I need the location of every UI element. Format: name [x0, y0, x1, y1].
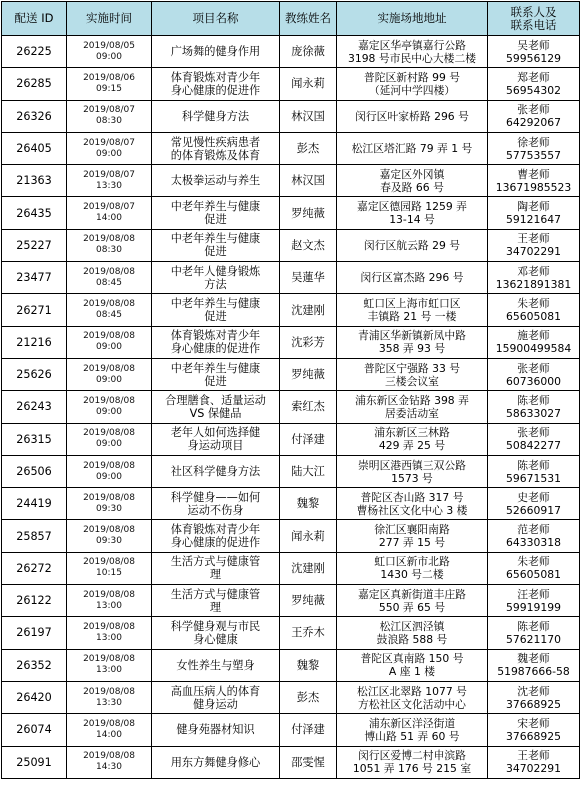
table-row: [2, 455, 580, 487]
cell-address: 闵行区航云路 29 号: [337, 229, 488, 261]
cell-address: 嘉定区德园路 1259 弄 13-14 号: [337, 197, 488, 229]
cell-project-name: 广场舞的健身作用: [152, 36, 280, 68]
cell-address: 徐汇区襄阳南路 277 弄 15 号: [337, 520, 488, 552]
cell-time: 2019/08/08 09:30: [67, 488, 152, 520]
cell-address: 普陀区真南路 150 号 A 座 1 楼: [337, 649, 488, 681]
cell-address: 普陀区杏山路 317 号 曹杨社区文化中心 3 楼: [337, 488, 488, 520]
cell-delivery-id: 26243: [2, 391, 67, 423]
cell-time: 2019/08/08 13:30: [67, 681, 152, 713]
cell-project-name: 中老年养生与健康 促进: [152, 358, 280, 390]
cell-delivery-id: 21363: [2, 165, 67, 197]
cell-address: 浦东新区洋泾街道 博山路 51 弄 60 号: [337, 714, 488, 746]
cell-contact: 汪老师 59919199: [488, 585, 580, 617]
cell-delivery-id: 21216: [2, 326, 67, 358]
cell-contact: 张老师 64292067: [488, 100, 580, 132]
table-row: [2, 197, 580, 229]
cell-address: 浦东新区金钻路 398 弄 居委活动室: [337, 391, 488, 423]
cell-address: 崇明区港西镇三双公路 1573 号: [337, 455, 488, 487]
cell-contact: 张老师 60736000: [488, 358, 580, 390]
cell-coach-name: 魏黎: [280, 488, 337, 520]
cell-coach-name: 彭杰: [280, 132, 337, 164]
cell-coach-name: 索红杰: [280, 391, 337, 423]
cell-time: 2019/08/07 14:00: [67, 197, 152, 229]
cell-project-name: 中老年养生与健康 促进: [152, 197, 280, 229]
cell-address: 虹口区上海市虹口区 丰镇路 21 号 一楼: [337, 294, 488, 326]
table-row: [2, 262, 580, 294]
cell-time: 2019/08/08 09:00: [67, 326, 152, 358]
cell-coach-name: 王乔木: [280, 617, 337, 649]
table-row: [2, 358, 580, 390]
cell-address: 闵行区叶家桥路 296 号: [337, 100, 488, 132]
cell-address: 嘉定区真新街道丰庄路 550 弄 65 号: [337, 585, 488, 617]
cell-delivery-id: 26506: [2, 455, 67, 487]
header-row: [2, 2, 580, 36]
header-contact: 联系人及 联系电话: [488, 2, 580, 36]
cell-address: 嘉定区华亭镇嘉行公路 3198 号市民中心大楼二楼: [337, 36, 488, 68]
cell-project-name: 生活方式与健康管 理: [152, 585, 280, 617]
cell-delivery-id: 26326: [2, 100, 67, 132]
cell-project-name: 社区科学健身方法: [152, 455, 280, 487]
cell-coach-name: 罗纯薇: [280, 358, 337, 390]
cell-coach-name: 邵雯惺: [280, 746, 337, 778]
cell-project-name: 体育锻炼对青少年 身心健康的促进作: [152, 326, 280, 358]
cell-address: 普陀区新村路 99 号 （延河中学四楼）: [337, 68, 488, 100]
cell-contact: 陈老师 58633027: [488, 391, 580, 423]
table-row: [2, 294, 580, 326]
cell-coach-name: 赵文杰: [280, 229, 337, 261]
cell-delivery-id: 24419: [2, 488, 67, 520]
cell-delivery-id: 25227: [2, 229, 67, 261]
cell-contact: 陶老师 59121647: [488, 197, 580, 229]
table-row: [2, 552, 580, 584]
cell-project-name: 中老年养生与健康 促进: [152, 294, 280, 326]
cell-address: 松江区北翠路 1077 号 方松社区文化活动中心: [337, 681, 488, 713]
cell-delivery-id: 23477: [2, 262, 67, 294]
cell-contact: 徐老师 57753557: [488, 132, 580, 164]
cell-project-name: 健身苑器材知识: [152, 714, 280, 746]
table-row: [2, 326, 580, 358]
cell-delivery-id: 26420: [2, 681, 67, 713]
cell-address: 闵行区爱博二村申滨路 1051 弄 176 号 215 室: [337, 746, 488, 778]
table-row: [2, 746, 580, 778]
header-coach: 教练姓名: [280, 2, 337, 36]
cell-contact: 吴老师 59956129: [488, 36, 580, 68]
cell-time: 2019/08/06 09:15: [67, 68, 152, 100]
cell-project-name: 科学健身方法: [152, 100, 280, 132]
table-row: [2, 681, 580, 713]
cell-coach-name: 沈彩芳: [280, 326, 337, 358]
cell-delivery-id: 25857: [2, 520, 67, 552]
cell-project-name: 用东方舞健身修心: [152, 746, 280, 778]
schedule-table: [1, 1, 580, 779]
cell-coach-name: 魏黎: [280, 649, 337, 681]
cell-project-name: 女性养生与塑身: [152, 649, 280, 681]
cell-delivery-id: 25626: [2, 358, 67, 390]
cell-contact: 施老师 15900499584: [488, 326, 580, 358]
cell-coach-name: 吴蓮华: [280, 262, 337, 294]
cell-address: 浦东新区三林路 429 弄 25 号: [337, 423, 488, 455]
cell-project-name: 太极拳运动与养生: [152, 165, 280, 197]
cell-delivery-id: 26405: [2, 132, 67, 164]
cell-time: 2019/08/08 14:30: [67, 746, 152, 778]
cell-time: 2019/08/08 14:00: [67, 714, 152, 746]
cell-coach-name: 付泽建: [280, 714, 337, 746]
cell-coach-name: 沈建刚: [280, 552, 337, 584]
cell-time: 2019/08/07 13:30: [67, 165, 152, 197]
cell-project-name: 常见慢性疾病患者 的体育锻炼及体育: [152, 132, 280, 164]
cell-delivery-id: 25091: [2, 746, 67, 778]
header-id: 配送 ID: [2, 2, 67, 36]
cell-contact: 魏老师 51987666-58: [488, 649, 580, 681]
cell-project-name: 中老年养生与健康 促进: [152, 229, 280, 261]
cell-time: 2019/08/08 08:45: [67, 262, 152, 294]
cell-project-name: 科学健身观与市民 身心健康: [152, 617, 280, 649]
header-project: 项目名称: [152, 2, 280, 36]
cell-address: 松江区塔汇路 79 弄 1 号: [337, 132, 488, 164]
cell-contact: 王老师 34702291: [488, 746, 580, 778]
cell-address: 闵行区富杰路 296 号: [337, 262, 488, 294]
table-row: [2, 391, 580, 423]
cell-project-name: 老年人如何选择健 身运动项目: [152, 423, 280, 455]
cell-contact: 范老师 64330318: [488, 520, 580, 552]
cell-coach-name: 庞徐薇: [280, 36, 337, 68]
cell-project-name: 体育锻炼对青少年 身心健康的促进作: [152, 520, 280, 552]
table-row: [2, 165, 580, 197]
cell-address: 虹口区新市北路 1430 号二楼: [337, 552, 488, 584]
cell-coach-name: 闻永莉: [280, 520, 337, 552]
cell-time: 2019/08/08 08:45: [67, 294, 152, 326]
cell-contact: 邓老师 13621891381: [488, 262, 580, 294]
cell-time: 2019/08/08 09:30: [67, 520, 152, 552]
cell-project-name: 中老年人健身锻炼 方法: [152, 262, 280, 294]
cell-project-name: 科学健身——如何 运动不伤身: [152, 488, 280, 520]
table-row: [2, 100, 580, 132]
table-row: [2, 488, 580, 520]
table-row: [2, 36, 580, 68]
cell-time: 2019/08/08 09:00: [67, 358, 152, 390]
cell-contact: 张老师 50842277: [488, 423, 580, 455]
cell-delivery-id: 26197: [2, 617, 67, 649]
cell-time: 2019/08/08 09:00: [67, 391, 152, 423]
cell-project-name: 生活方式与健康管 理: [152, 552, 280, 584]
cell-coach-name: 闻永莉: [280, 68, 337, 100]
cell-contact: 郑老师 56954302: [488, 68, 580, 100]
cell-time: 2019/08/08 10:15: [67, 552, 152, 584]
cell-delivery-id: 26272: [2, 552, 67, 584]
cell-coach-name: 付泽建: [280, 423, 337, 455]
cell-coach-name: 林汉国: [280, 100, 337, 132]
cell-time: 2019/08/08 08:30: [67, 229, 152, 261]
cell-time: 2019/08/07 09:00: [67, 132, 152, 164]
cell-contact: 曹老师 13671985523: [488, 165, 580, 197]
cell-address: 普陀区宁强路 33 号 三楼会议室: [337, 358, 488, 390]
cell-delivery-id: 26435: [2, 197, 67, 229]
cell-address: 嘉定区外冈镇 春及路 66 号: [337, 165, 488, 197]
header-address: 实施场地地址: [337, 2, 488, 36]
cell-time: 2019/08/07 08:30: [67, 100, 152, 132]
cell-contact: 陈老师 57621170: [488, 617, 580, 649]
table-row: [2, 132, 580, 164]
table-body: [2, 36, 580, 779]
cell-time: 2019/08/08 13:00: [67, 617, 152, 649]
cell-time: 2019/08/08 13:00: [67, 585, 152, 617]
cell-coach-name: 罗纯薇: [280, 197, 337, 229]
table-row: [2, 68, 580, 100]
cell-coach-name: 彭杰: [280, 681, 337, 713]
cell-contact: 宋老师 37668925: [488, 714, 580, 746]
header-time: 实施时间: [67, 2, 152, 36]
cell-delivery-id: 26074: [2, 714, 67, 746]
cell-delivery-id: 26271: [2, 294, 67, 326]
cell-delivery-id: 26225: [2, 36, 67, 68]
cell-contact: 王老师 34702291: [488, 229, 580, 261]
cell-coach-name: 陆大江: [280, 455, 337, 487]
cell-coach-name: 林汉国: [280, 165, 337, 197]
table-row: [2, 423, 580, 455]
table-row: [2, 649, 580, 681]
cell-project-name: 合理膳食、适量运动 VS 保健品: [152, 391, 280, 423]
cell-coach-name: 罗纯薇: [280, 585, 337, 617]
cell-project-name: 高血压病人的体育 健身运动: [152, 681, 280, 713]
table-row: [2, 617, 580, 649]
table-row: [2, 585, 580, 617]
cell-project-name: 体育锻炼对青少年 身心健康的促进作: [152, 68, 280, 100]
cell-contact: 沈老师 37668925: [488, 681, 580, 713]
cell-address: 青浦区华新镇新凤中路 358 弄 93 号: [337, 326, 488, 358]
table-row: [2, 229, 580, 261]
cell-delivery-id: 26315: [2, 423, 67, 455]
cell-contact: 史老师 52660917: [488, 488, 580, 520]
table-row: [2, 714, 580, 746]
cell-coach-name: 沈建刚: [280, 294, 337, 326]
cell-address: 松江区泗泾镇 鼓浪路 588 号: [337, 617, 488, 649]
cell-delivery-id: 26352: [2, 649, 67, 681]
cell-contact: 陈老师 59671531: [488, 455, 580, 487]
table-row: [2, 520, 580, 552]
cell-contact: 朱老师 65605081: [488, 552, 580, 584]
cell-time: 2019/08/05 09:00: [67, 36, 152, 68]
cell-time: 2019/08/08 09:00: [67, 455, 152, 487]
cell-time: 2019/08/08 09:00: [67, 423, 152, 455]
cell-contact: 朱老师 65605081: [488, 294, 580, 326]
cell-time: 2019/08/08 13:00: [67, 649, 152, 681]
cell-delivery-id: 26285: [2, 68, 67, 100]
cell-delivery-id: 26122: [2, 585, 67, 617]
